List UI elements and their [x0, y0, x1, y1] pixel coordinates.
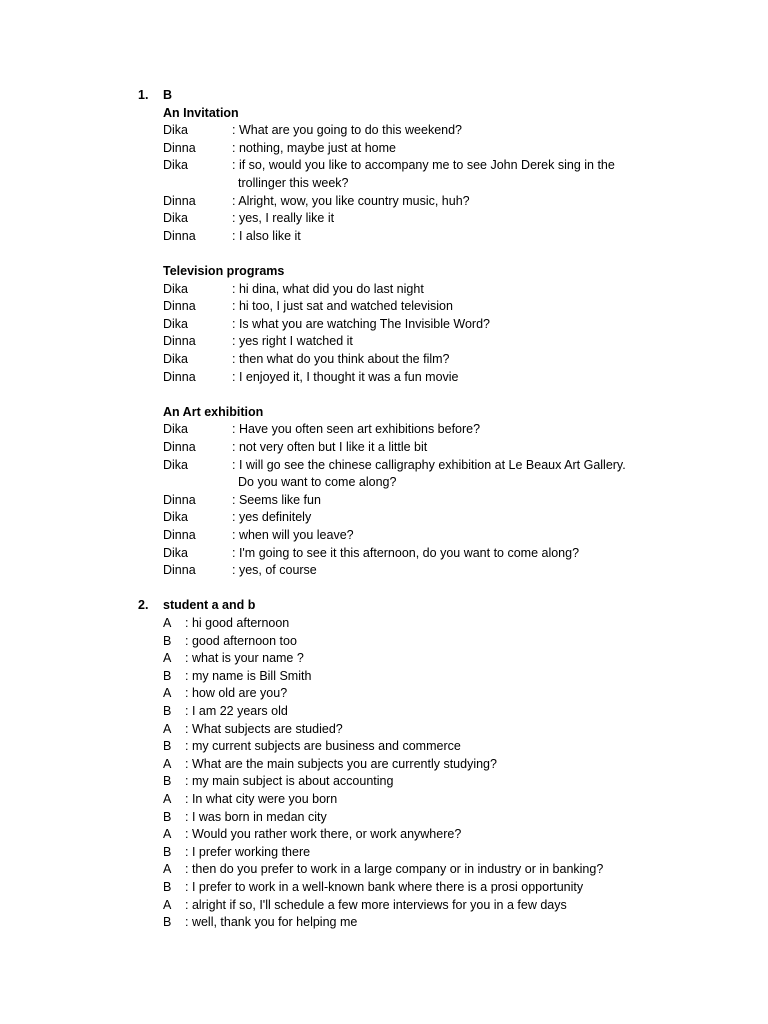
dialog-title: An Invitation: [163, 105, 239, 120]
dialog-line-text: : hi too, I just sat and watched television: [232, 299, 453, 314]
speaker-name: B: [163, 704, 172, 718]
dialog-line-text: : I enjoyed it, I thought it was a fun movie: [232, 369, 459, 384]
speaker-name: B: [163, 880, 172, 894]
dialog-line-text: : how old are you?: [185, 686, 288, 701]
speaker-name: Dinna: [163, 440, 196, 454]
speaker-name: A: [163, 721, 172, 736]
speaker-name: B: [163, 739, 172, 754]
dialog-line-text: : hi dina, what did you do last night: [232, 281, 424, 296]
dialog-line-text: : well, thank you for helping me: [185, 915, 358, 930]
section-number: 2.: [138, 598, 149, 613]
dialog-line-text: : yes, of course: [232, 563, 317, 578]
dialog-line-text: : hi good afternoon: [185, 616, 290, 630]
speaker-name: Dika: [163, 352, 189, 366]
speaker-name: Dinna: [163, 528, 196, 542]
speaker-name: A: [163, 616, 172, 630]
speaker-name: Dika: [163, 510, 189, 525]
dialog-line-text: : not very often but I like it a little bit: [232, 440, 428, 454]
dialog-line-text: : I also like it: [232, 228, 301, 243]
dialog-line-text: : when will you leave?: [232, 528, 354, 542]
dialog-line-text: : nothing, maybe just at home: [232, 140, 396, 155]
dialog-line-text: : I prefer working there: [185, 844, 311, 859]
speaker-name: A: [163, 827, 172, 842]
speaker-name: Dika: [163, 281, 189, 296]
dialog-line-text: : Would you rather work there, or work anywhere?: [185, 827, 462, 842]
dialog-line-text: : then do you prefer to work in a large company or in industry or in banking?: [185, 862, 604, 877]
speaker-name: A: [163, 756, 172, 771]
speaker-name: A: [163, 897, 172, 912]
dialog-line-text: : What are the main subjects you are currently studying?: [185, 756, 497, 771]
speaker-name: Dinna: [163, 334, 196, 349]
dialog-line-text: : Have you often seen art exhibitions before?: [232, 422, 481, 437]
dialog-line-text: : good afternoon too: [185, 633, 297, 648]
speaker-name: Dika: [163, 457, 189, 472]
speaker-name: B: [163, 668, 172, 683]
speaker-name: Dika: [163, 211, 189, 226]
speaker-name: A: [163, 651, 172, 666]
dialog-line-text: : What subjects are studied?: [185, 721, 343, 736]
speaker-name: A: [163, 686, 172, 701]
dialog-line-text: : I prefer to work in a well-known bank where there is a prosi opportunity: [185, 880, 584, 894]
section-letter: B: [163, 88, 173, 102]
speaker-name: Dinna: [163, 563, 196, 578]
speaker-name: Dika: [163, 158, 189, 173]
speaker-name: Dinna: [163, 140, 196, 155]
dialog-line-text: : In what city were you born: [185, 792, 338, 806]
dialog-line-text: : then what do you think about the film?: [232, 352, 450, 366]
dialog-title: Television programs: [163, 264, 285, 278]
speaker-name: Dika: [163, 123, 189, 138]
speaker-name: B: [163, 915, 172, 930]
dialog-line-text: : I am 22 years old: [185, 704, 288, 718]
speaker-name: Dika: [163, 422, 189, 437]
speaker-name: A: [163, 792, 172, 806]
speaker-name: Dinna: [163, 193, 196, 208]
dialog-line-continuation: Do you want to come along?: [238, 475, 397, 490]
section-number: 1.: [138, 88, 149, 102]
dialog-line-text: : what is your name ?: [185, 651, 304, 666]
dialog-line-text: : Alright, wow, you like country music, huh?: [232, 193, 470, 208]
speaker-name: B: [163, 774, 172, 789]
dialog-title: An Art exhibition: [163, 404, 264, 419]
dialog-line-text: : my name is Bill Smith: [185, 668, 312, 683]
dialog-line-text: : Is what you are watching The Invisible Word?: [232, 316, 491, 331]
dialog-line-continuation: trollinger this week?: [238, 176, 349, 190]
dialog-line-text: : What are you going to do this weekend?: [232, 123, 463, 138]
dialog-line-text: : my current subjects are business and commerce: [185, 739, 461, 754]
speaker-name: Dika: [163, 545, 189, 560]
speaker-name: B: [163, 809, 172, 824]
speaker-name: Dinna: [163, 299, 196, 314]
speaker-name: Dinna: [163, 492, 196, 507]
dialog-line-text: : I'm going to see it this afternoon, do you want to come along?: [232, 545, 580, 560]
dialog-line-text: : I was born in medan city: [185, 809, 327, 824]
dialog-line-text: : yes, I really like it: [232, 211, 335, 226]
dialog-line-text: : yes definitely: [232, 510, 312, 525]
dialog-line-text: : yes right I watched it: [232, 334, 353, 349]
dialog-line-text: : Seems like fun: [232, 492, 321, 507]
dialog-line-text: : my main subject is about accounting: [185, 774, 394, 789]
speaker-name: Dinna: [163, 228, 196, 243]
section-title: student a and b: [163, 598, 256, 613]
dialog-line-text: : I will go see the chinese calligraphy exhibition at Le Beaux Art Gallery.: [232, 457, 626, 472]
dialog-line-text: : if so, would you like to accompany me to see John Derek sing in the: [232, 158, 615, 173]
speaker-name: Dika: [163, 316, 189, 331]
speaker-name: A: [163, 862, 172, 877]
speaker-name: B: [163, 844, 172, 859]
speaker-name: Dinna: [163, 369, 196, 384]
dialog-line-text: : alright if so, I'll schedule a few more interviews for you in a few days: [185, 897, 567, 912]
speaker-name: B: [163, 633, 172, 648]
